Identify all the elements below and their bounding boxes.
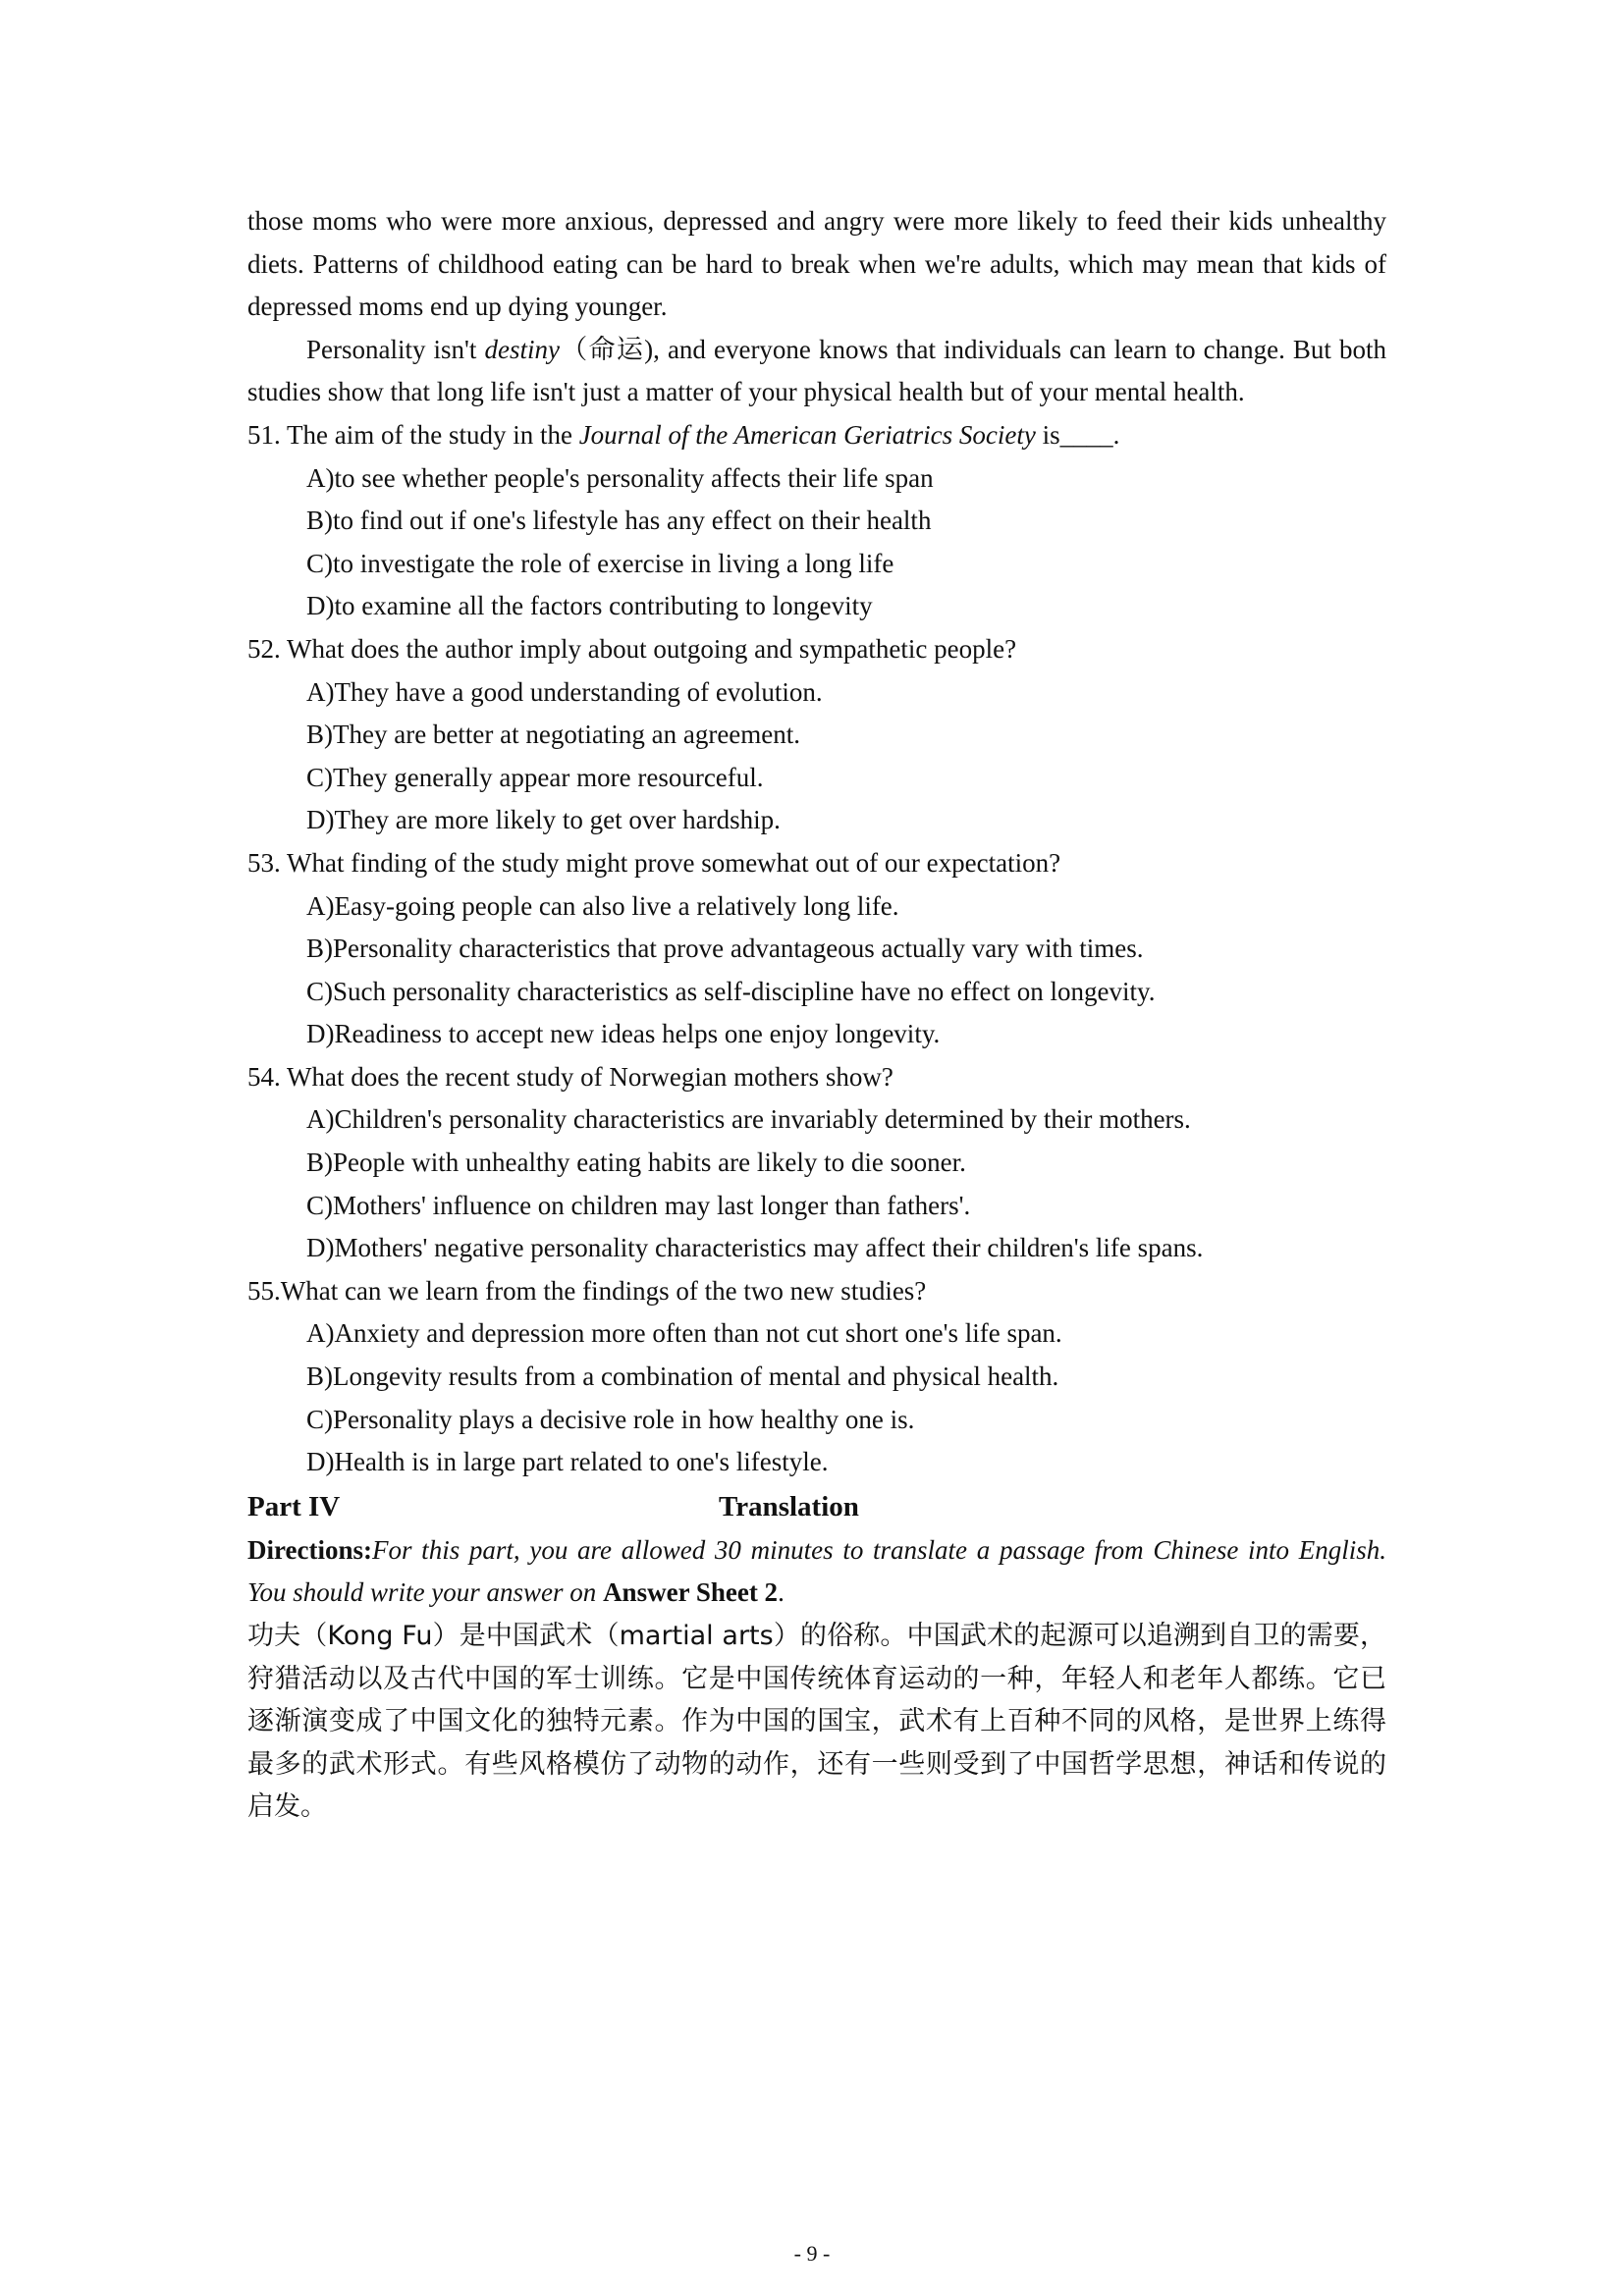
part-title: Translation: [719, 1490, 859, 1522]
answer-option: D)to examine all the factors contributing to longevity: [306, 591, 873, 621]
question-text: 51. The aim of the study in the: [247, 419, 579, 450]
answer-option: A)Anxiety and depression more often than not cut short one's life span.: [306, 1318, 1062, 1349]
passage-italic-term: destiny: [484, 334, 560, 364]
answer-option: B)Longevity results from a combination of mental and physical health.: [306, 1362, 1059, 1392]
answer-option: A)Easy-going people can also live a relatively long life.: [306, 890, 899, 921]
question-block: [247, 1270, 1386, 1484]
answer-sheet-ref: Answer Sheet 2: [603, 1577, 779, 1608]
answer-option: C)to investigate the role of exercise in living a long life: [306, 548, 894, 578]
question-block: [247, 628, 1386, 842]
question-stem: 53. What finding of the study might prove somewhat out of our expectation?: [247, 847, 1061, 878]
question-stem: 55.What can we learn from the findings of the two new studies?: [247, 1275, 927, 1306]
answer-option: C)Such personality characteristics as self-discipline have no effect on longevity.: [306, 976, 1156, 1006]
translation-passage: 功夫（Kong Fu）是中国武术（martial arts）的俗称。中国武术的起源可以追溯到自卫的需要，狩猎活动以及古代中国的军士训练。它是中国传统体育运动的一种，年轻人和老年人都练。它已逐渐演变成了中国文化的独特元素。作为中国的国宝，武术有上百种不同的风格，是世界上练得最多的武术形式。有些风格模仿了动物的动作，还有一些则受到了中国哲学思想，神话和传说的启发。: [247, 1621, 1386, 1823]
answer-option: C)Mothers' influence on children may last longer than fathers'.: [306, 1190, 971, 1220]
answer-option: A)to see whether people's personality affects their life span: [306, 462, 934, 493]
answer-option: B)People with unhealthy eating habits are likely to die sooner.: [306, 1148, 966, 1178]
page-number: - 9 -: [793, 2241, 831, 2266]
answer-option: B)Personality characteristics that prove advantageous actually vary with times.: [306, 934, 1144, 964]
exam-page-content: [247, 200, 1386, 1829]
part-label: Part IV: [247, 1490, 341, 1522]
question-text: is____.: [1035, 419, 1120, 450]
directions-label: Directions:: [247, 1534, 372, 1565]
passage-paragraph: [247, 329, 1386, 414]
answer-option: C)They generally appear more resourceful.: [306, 762, 764, 792]
answer-option: D)Health is in large part related to one's lifestyle.: [306, 1447, 829, 1477]
answer-option: A)Children's personality characteristics are invariably determined by their mothers.: [306, 1104, 1191, 1135]
answer-option: D)Mothers' negative personality characteristics may affect their children's life spans.: [306, 1233, 1204, 1263]
journal-title: Journal of the American Geriatrics Society: [578, 419, 1036, 450]
passage-text: Personality isn't: [306, 334, 485, 364]
question-block: [247, 1056, 1386, 1270]
question-block: [247, 414, 1386, 628]
question-block: [247, 842, 1386, 1056]
question-stem: 52. What does the author imply about outgoing and sympathetic people?: [247, 633, 1017, 664]
answer-option: A)They have a good understanding of evolution.: [306, 676, 823, 707]
passage-paragraph: those moms who were more anxious, depressed and angry were more likely to feed their kids unhealthy diets. Patterns of childhood eating can be hard to break when we're adults, which may mean that kids of depressed moms end up dying younger.: [247, 206, 1386, 322]
answer-option: D)They are more likely to get over hardship.: [306, 805, 781, 835]
directions-end: .: [778, 1577, 785, 1608]
answer-option: D)Readiness to accept new ideas helps one enjoy longevity.: [306, 1019, 941, 1049]
answer-option: B)They are better at negotiating an agreement.: [306, 720, 801, 750]
directions-text: For this part, you are allowed 30 minutes to translate a passage from Chinese into English. You should write your answer on: [247, 1534, 1386, 1608]
question-stem: [247, 414, 1386, 457]
question-stem: 54. What does the recent study of Norwegian mothers show?: [247, 1061, 893, 1092]
directions: [247, 1529, 1386, 1615]
answer-option: B)to find out if one's lifestyle has any effect on their health: [306, 506, 932, 536]
passage-text: （命运), and everyone knows that individuals can learn to change. But both studies show that long life isn't just a matter of your physical health but of your mental health.: [247, 334, 1386, 407]
part-heading: [247, 1486, 1386, 1529]
answer-option: C)Personality plays a decisive role in how healthy one is.: [306, 1404, 915, 1434]
